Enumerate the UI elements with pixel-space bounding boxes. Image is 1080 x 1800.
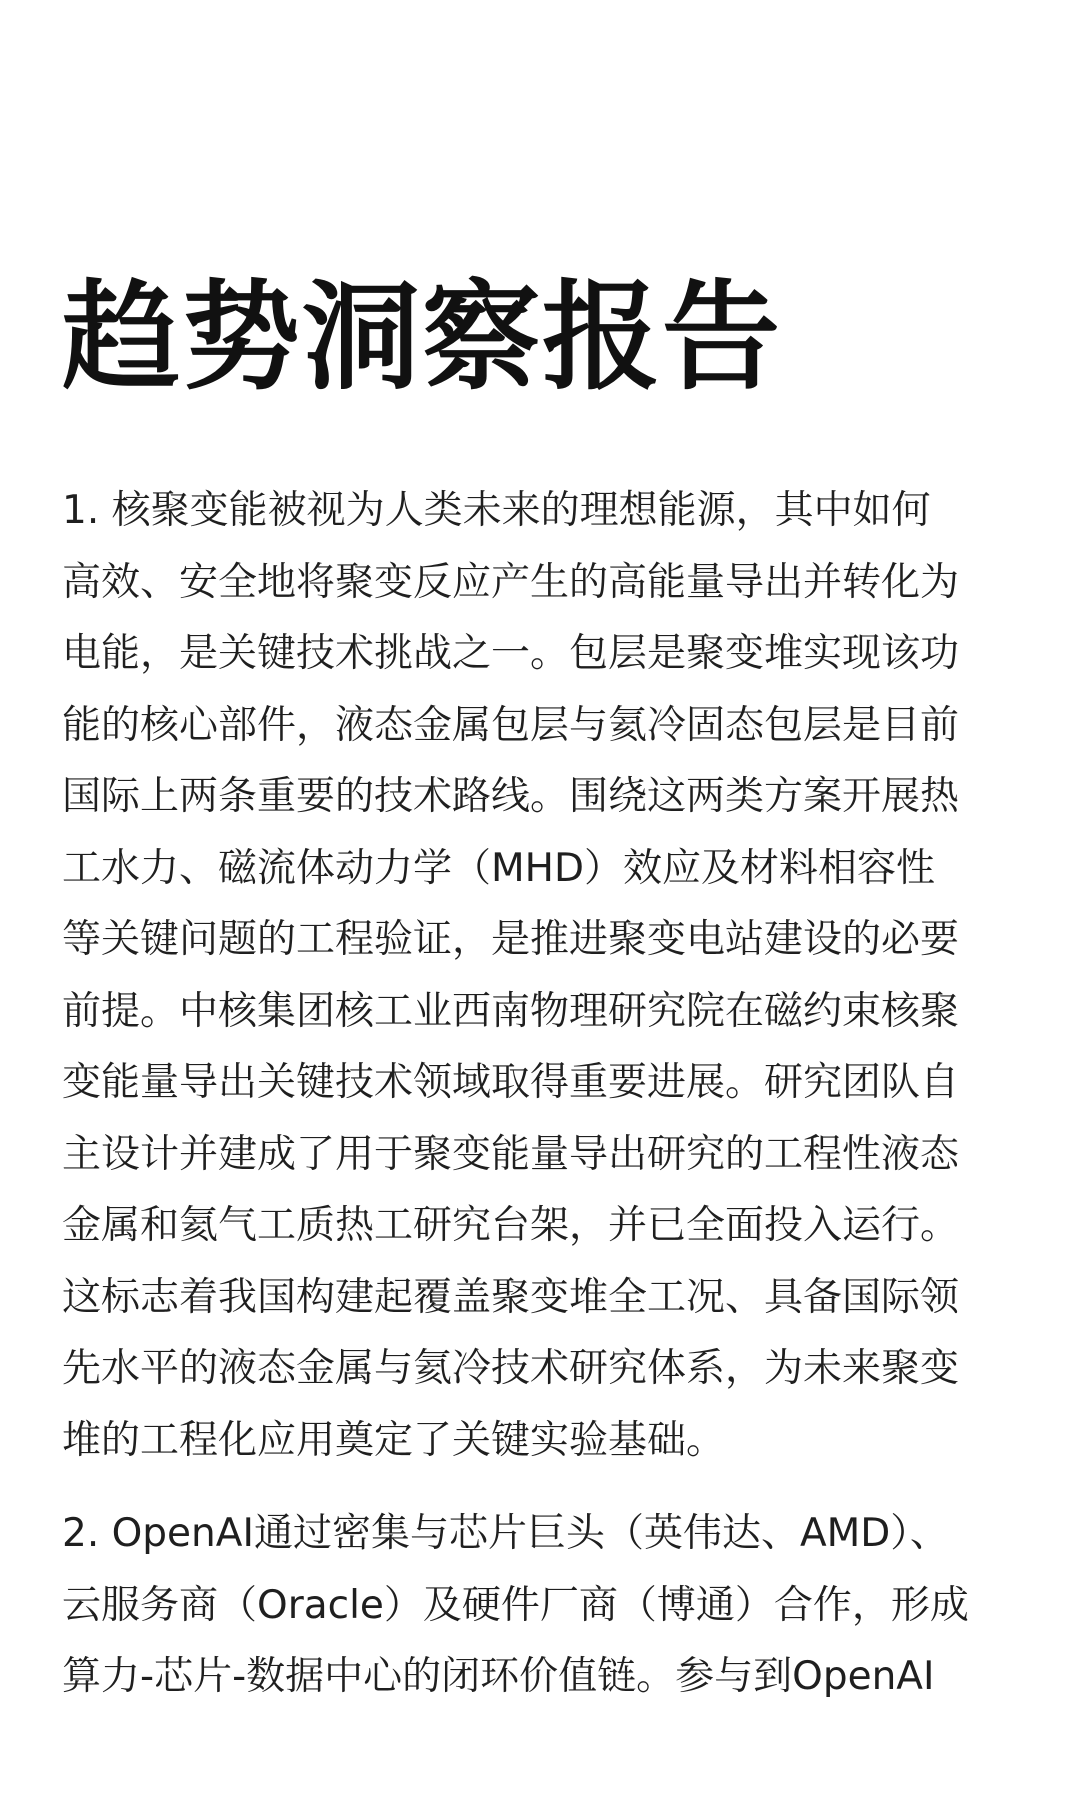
paragraph-line: 1. 核聚变能被视为人类未来的理想能源，其中如何 bbox=[62, 488, 931, 533]
paragraph-line: 电能，是关键技术挑战之一。包层是聚变堆实现该功 bbox=[62, 631, 960, 676]
page-title: 趋势洞察报告 bbox=[62, 268, 783, 406]
paragraph-2 bbox=[62, 1498, 1022, 1713]
paragraph-line: 这标志着我国构建起覆盖聚变堆全工况、具备国际领 bbox=[62, 1274, 960, 1320]
paragraph-line: 金属和氦气工质热工研究台架，并已全面投入运行。 bbox=[62, 1203, 960, 1248]
paragraph-line: 等关键问题的工程验证，是推进聚变电站建设的必要 bbox=[62, 917, 960, 962]
paragraph-line: 先水平的液态金属与氦冷技术研究体系，为未来聚变 bbox=[62, 1346, 960, 1391]
paragraph-line: 前提。中核集团核工业西南物理研究院在磁约束核聚 bbox=[62, 988, 960, 1034]
paragraph-line: 2. OpenAI通过密集与芯片巨头（英伟达、AMD）、 bbox=[62, 1511, 949, 1556]
paragraph-line: 工水力、磁流体动力学（MHD）效应及材料相容性 bbox=[62, 845, 936, 891]
paragraph-line: 算力-芯片-数据中心的闭环价值链。参与到OpenAI bbox=[62, 1654, 935, 1699]
paragraph-line: 堆的工程化应用奠定了关键实验基础。 bbox=[62, 1417, 726, 1463]
paragraph-line: 变能量导出关键技术领域取得重要进展。研究团队自 bbox=[62, 1060, 960, 1105]
paragraph-line: 国际上两条重要的技术路线。围绕这两类方案开展热 bbox=[62, 774, 960, 819]
paragraph-line: 云服务商（Oracle）及硬件厂商（博通）合作，形成 bbox=[62, 1582, 969, 1628]
paragraph-1 bbox=[62, 475, 1022, 1476]
paragraph-line: 主设计并建成了用于聚变能量导出研究的工程性液态 bbox=[62, 1131, 960, 1177]
paragraph-line: 能的核心部件，液态金属包层与氦冷固态包层是目前 bbox=[62, 702, 960, 748]
paragraph-line: 高效、安全地将聚变反应产生的高能量导出并转化为 bbox=[62, 559, 960, 605]
